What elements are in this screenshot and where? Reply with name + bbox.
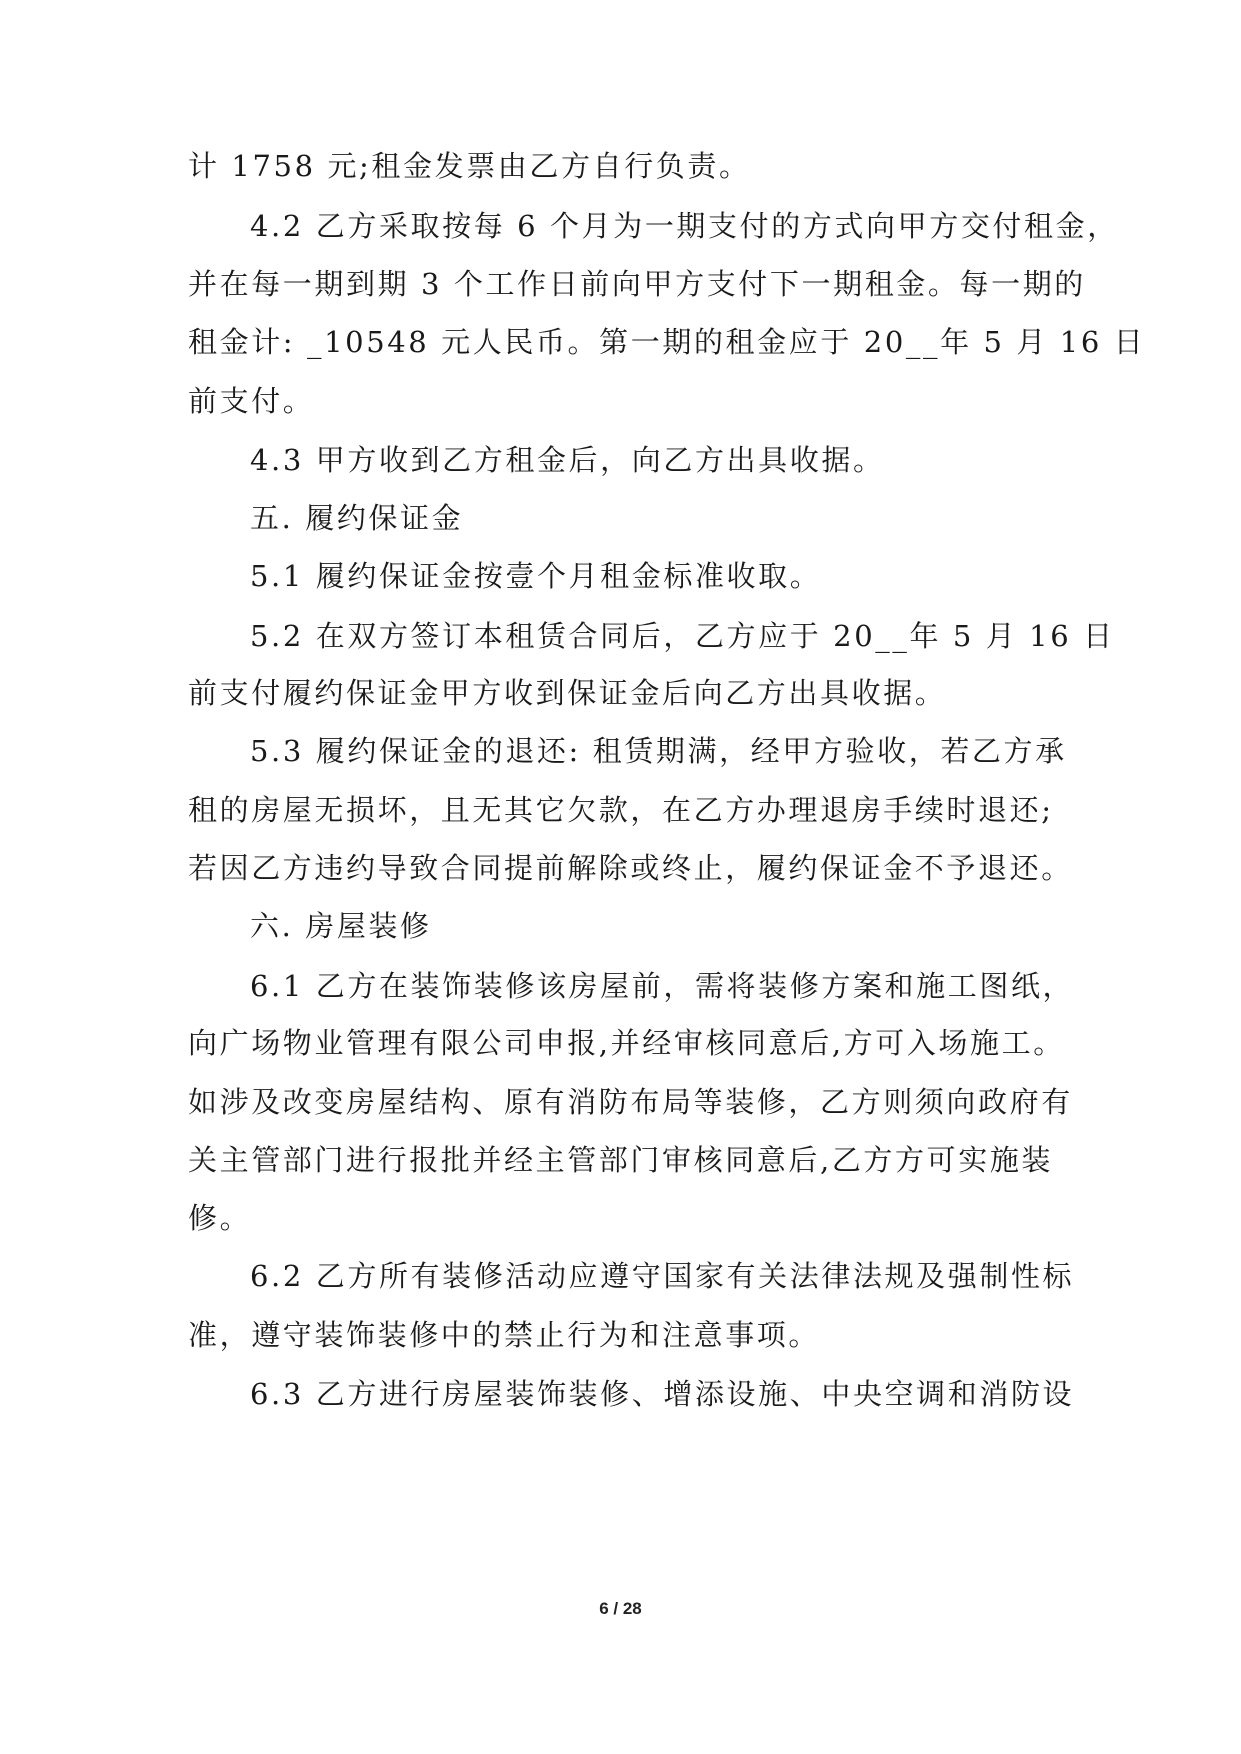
page-number: 6 / 28: [599, 1599, 642, 1618]
text-line: 前支付。: [188, 384, 315, 418]
text-line: 前支付履约保证金甲方收到保证金后向乙方出具收据。: [188, 676, 947, 710]
text-line: 计 1758 元;租金发票由乙方自行负责。: [188, 149, 751, 183]
section-heading: 五. 履约保证金: [250, 501, 464, 535]
text-line: 租金计: _10548 元人民币。第一期的租金应于 20__年 5 月 16 日: [188, 325, 1146, 359]
text-line: 5.3 履约保证金的退还: 租赁期满，经甲方验收，若乙方承: [250, 734, 1067, 768]
text-line: 准，遵守装饰装修中的禁止行为和注意事项。: [188, 1318, 821, 1352]
text-line: 修。: [188, 1201, 252, 1235]
text-line: 如涉及改变房屋结构、原有消防布局等装修，乙方则须向政府有: [188, 1085, 1073, 1119]
text-line: 5.1 履约保证金按壹个月租金标准收取。: [250, 559, 822, 593]
text-line: 6.2 乙方所有装修活动应遵守国家有关法律法规及强制性标: [250, 1259, 1075, 1293]
text-line: 5.2 在双方签订本租赁合同后，乙方应于 20__年 5 月 16 日: [250, 619, 1115, 653]
text-line: 6.1 乙方在装饰装修该房屋前，需将装修方案和施工图纸，: [250, 969, 1075, 1003]
text-line: 并在每一期到期 3 个工作日前向甲方支付下一期租金。每一期的: [188, 267, 1086, 301]
text-line: 向广场物业管理有限公司申报,并经审核同意后,方可入场施工。: [188, 1026, 1065, 1060]
text-line: 若因乙方违约导致合同提前解除或终止，履约保证金不予退还。: [188, 851, 1073, 885]
text-line: 关主管部门进行报批并经主管部门审核同意后,乙方方可实施装: [188, 1143, 1054, 1177]
text-line: 租的房屋无损坏，且无其它欠款，在乙方办理退房手续时退还;: [188, 793, 1054, 827]
text-line: 4.2 乙方采取按每 6 个月为一期支付的方式向甲方交付租金，: [250, 209, 1119, 243]
text-line: 4.3 甲方收到乙方租金后，向乙方出具收据。: [250, 443, 885, 477]
text-line: 6.3 乙方进行房屋装饰装修、增添设施、中央空调和消防设: [250, 1377, 1075, 1411]
section-heading: 六. 房屋装修: [250, 909, 432, 943]
